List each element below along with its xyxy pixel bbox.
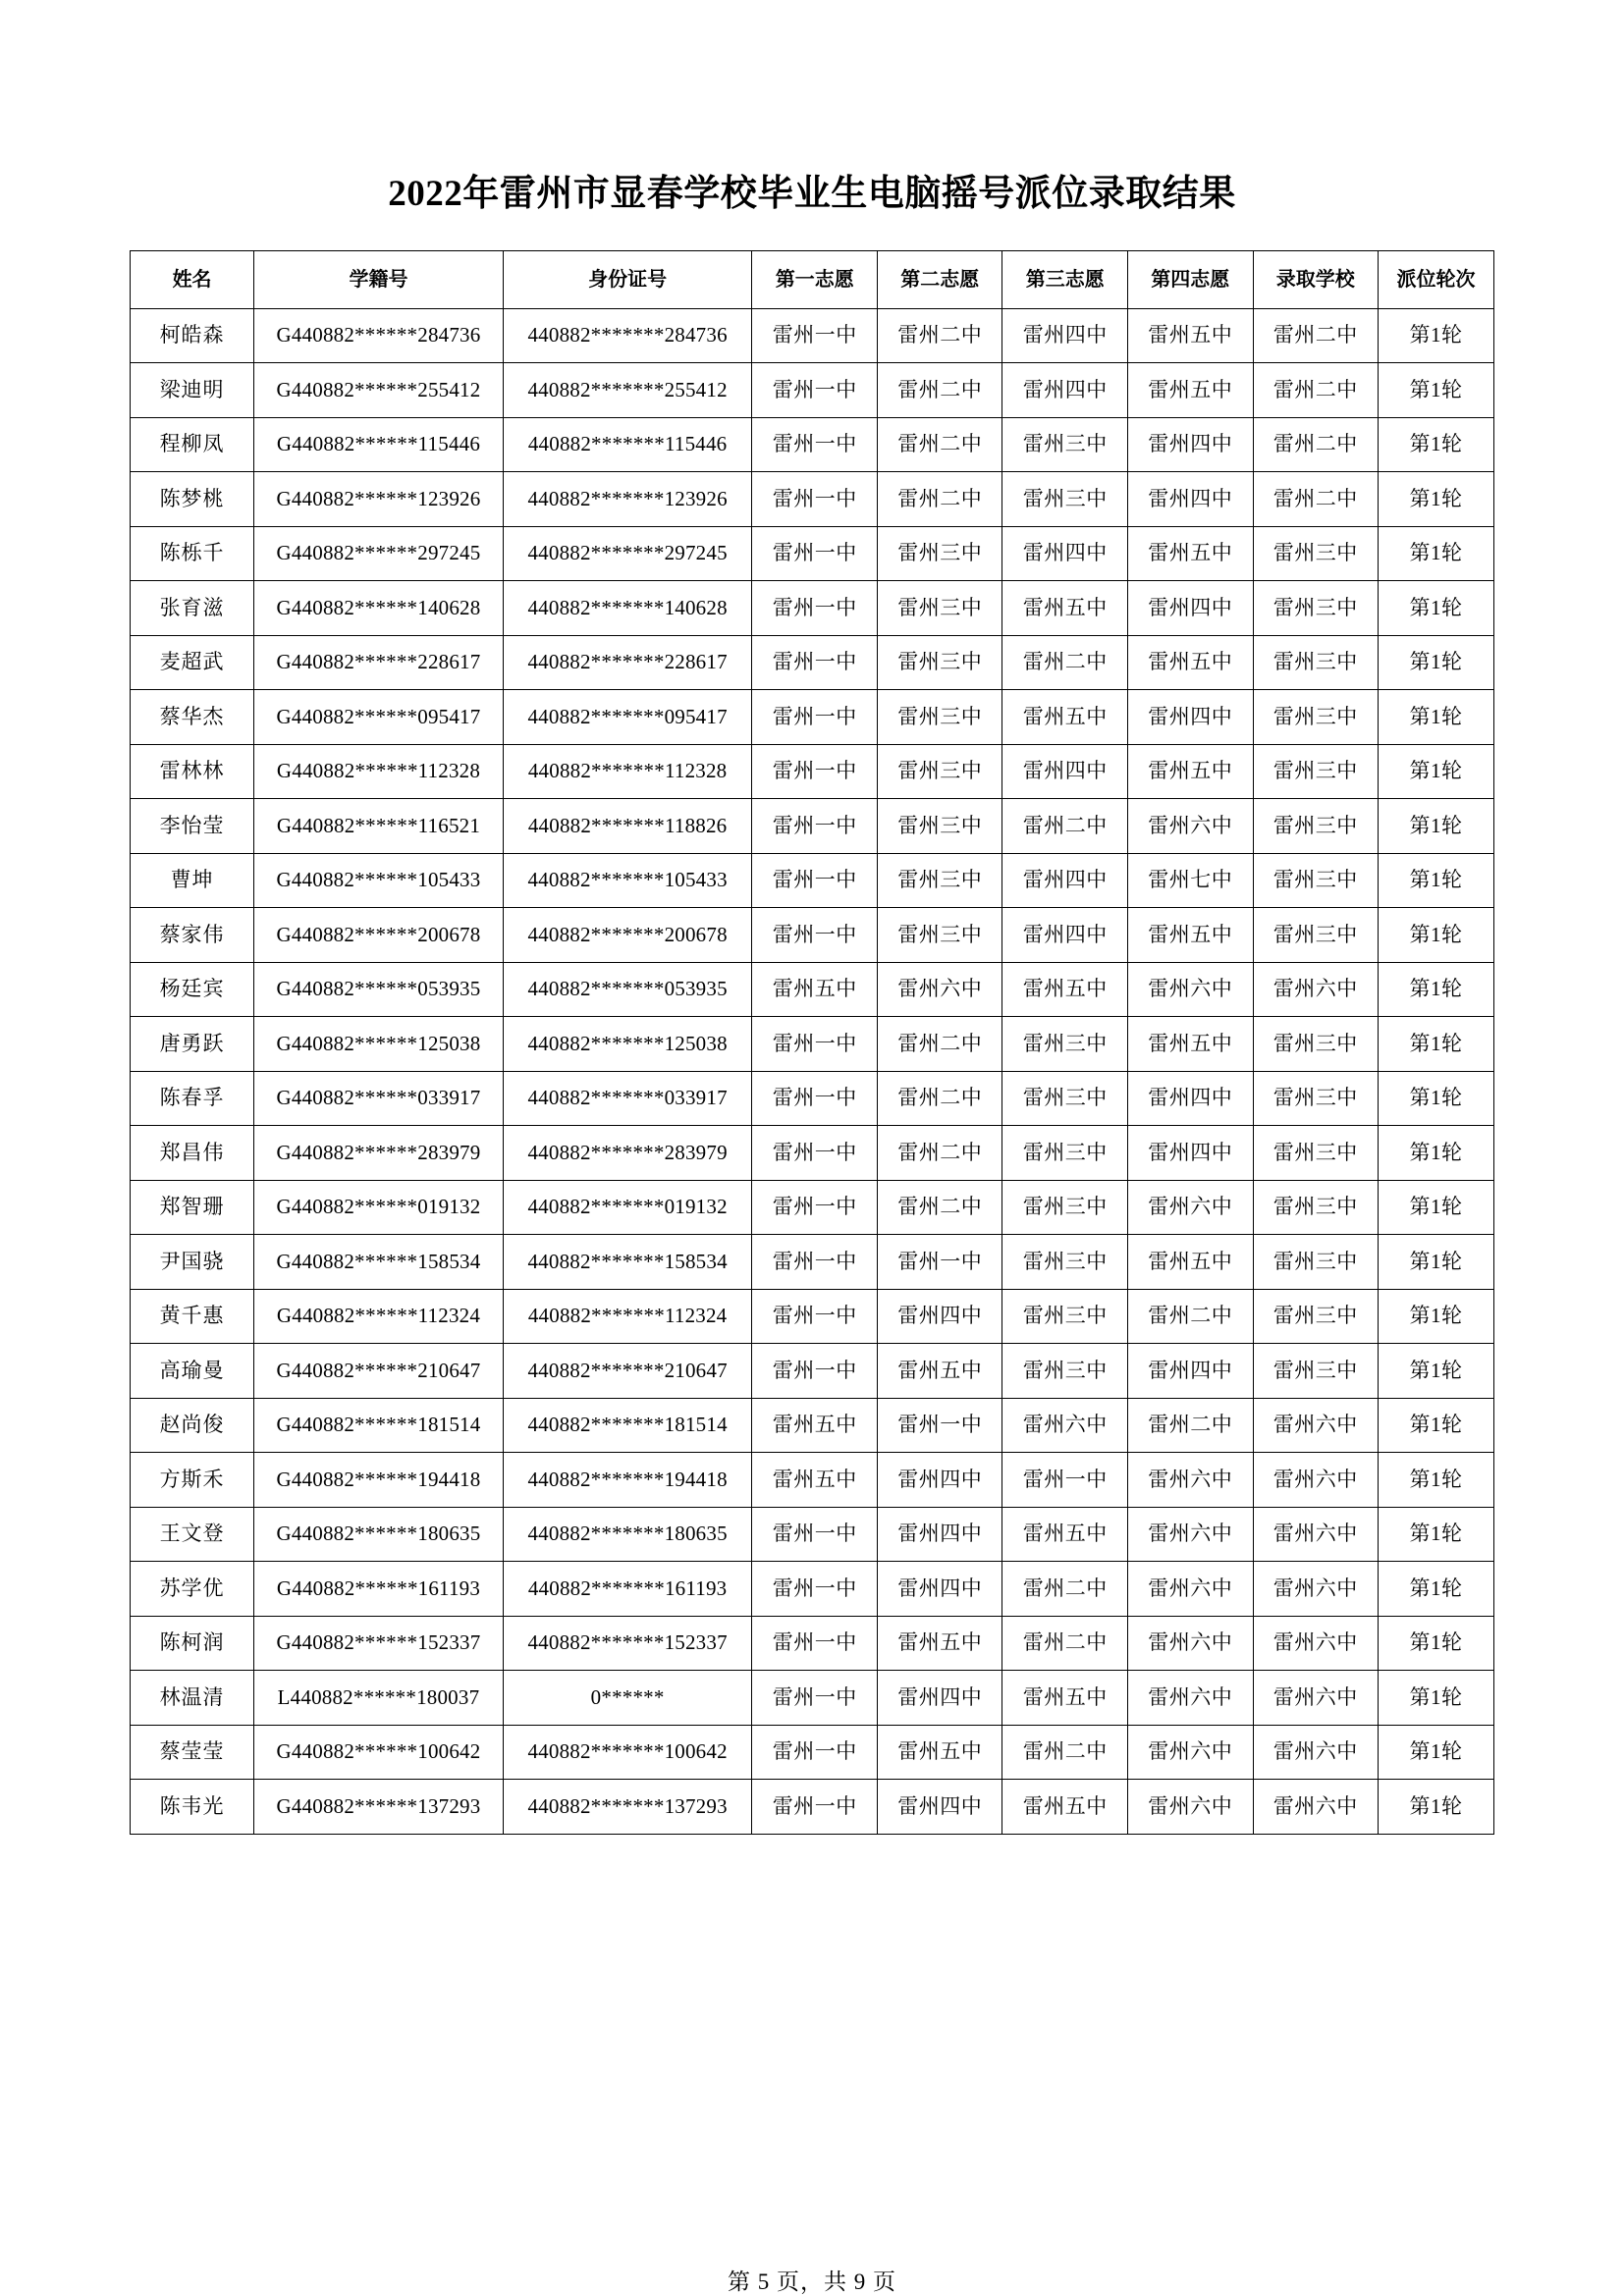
cell-admitted-school: 雷州三中: [1253, 908, 1379, 963]
cell-choice-2: 雷州二中: [877, 472, 1002, 527]
table-row: [131, 1180, 1494, 1235]
cell-allocation-round: 第1轮: [1379, 1398, 1494, 1453]
cell-id-number: 440882*******115446: [503, 417, 752, 472]
cell-choice-3: 雷州四中: [1002, 908, 1128, 963]
cell-choice-4: 雷州二中: [1128, 1289, 1254, 1344]
table-header: [131, 250, 1494, 308]
cell-name: 林温清: [131, 1671, 254, 1726]
column-header-id-number: 身份证号: [503, 250, 752, 308]
cell-admitted-school: 雷州六中: [1253, 1398, 1379, 1453]
cell-admitted-school: 雷州二中: [1253, 363, 1379, 418]
cell-admitted-school: 雷州三中: [1253, 744, 1379, 799]
cell-name: 蔡家伟: [131, 908, 254, 963]
cell-id-number: 440882*******095417: [503, 690, 752, 745]
cell-student-id: G440882******284736: [254, 308, 504, 363]
cell-choice-4: 雷州六中: [1128, 1780, 1254, 1835]
cell-admitted-school: 雷州六中: [1253, 1725, 1379, 1780]
cell-id-number: 440882*******019132: [503, 1180, 752, 1235]
cell-id-number: 440882*******125038: [503, 1017, 752, 1072]
cell-allocation-round: 第1轮: [1379, 1616, 1494, 1671]
cell-name: 赵尚俊: [131, 1398, 254, 1453]
table-row: [131, 472, 1494, 527]
table-row: [131, 1071, 1494, 1126]
cell-choice-4: 雷州四中: [1128, 1344, 1254, 1399]
cell-student-id: G440882******255412: [254, 363, 504, 418]
cell-choice-4: 雷州四中: [1128, 472, 1254, 527]
cell-choice-4: 雷州六中: [1128, 1562, 1254, 1617]
cell-allocation-round: 第1轮: [1379, 962, 1494, 1017]
cell-choice-3: 雷州三中: [1002, 472, 1128, 527]
cell-allocation-round: 第1轮: [1379, 1453, 1494, 1508]
cell-id-number: 440882*******284736: [503, 308, 752, 363]
page-footer: [0, 2264, 1624, 2296]
cell-admitted-school: 雷州六中: [1253, 1671, 1379, 1726]
cell-choice-3: 雷州二中: [1002, 635, 1128, 690]
cell-choice-2: 雷州四中: [877, 1507, 1002, 1562]
cell-name: 蔡华杰: [131, 690, 254, 745]
cell-choice-1: 雷州一中: [752, 635, 878, 690]
cell-choice-2: 雷州四中: [877, 1780, 1002, 1835]
cell-choice-2: 雷州三中: [877, 744, 1002, 799]
cell-student-id: G440882******033917: [254, 1071, 504, 1126]
cell-choice-1: 雷州一中: [752, 1616, 878, 1671]
cell-name: 郑昌伟: [131, 1126, 254, 1181]
cell-choice-3: 雷州三中: [1002, 1126, 1128, 1181]
cell-name: 陈韦光: [131, 1780, 254, 1835]
cell-choice-3: 雷州四中: [1002, 526, 1128, 581]
column-header-choice-4: 第四志愿: [1128, 250, 1254, 308]
cell-name: 郑智珊: [131, 1180, 254, 1235]
cell-allocation-round: 第1轮: [1379, 1344, 1494, 1399]
cell-choice-2: 雷州二中: [877, 1017, 1002, 1072]
table-row: [131, 363, 1494, 418]
cell-choice-2: 雷州二中: [877, 308, 1002, 363]
cell-choice-3: 雷州四中: [1002, 308, 1128, 363]
cell-choice-2: 雷州二中: [877, 1071, 1002, 1126]
cell-choice-2: 雷州三中: [877, 799, 1002, 854]
table-row: [131, 1235, 1494, 1290]
table-row: [131, 1289, 1494, 1344]
cell-choice-4: 雷州六中: [1128, 1671, 1254, 1726]
cell-name: 陈春孚: [131, 1071, 254, 1126]
cell-admitted-school: 雷州三中: [1253, 635, 1379, 690]
cell-choice-4: 雷州四中: [1128, 1071, 1254, 1126]
cell-choice-1: 雷州一中: [752, 1017, 878, 1072]
cell-name: 张育滋: [131, 581, 254, 636]
cell-choice-1: 雷州一中: [752, 1235, 878, 1290]
cell-choice-2: 雷州一中: [877, 1235, 1002, 1290]
cell-student-id: G440882******095417: [254, 690, 504, 745]
cell-choice-4: 雷州五中: [1128, 635, 1254, 690]
cell-choice-1: 雷州一中: [752, 744, 878, 799]
table-row: [131, 417, 1494, 472]
cell-choice-4: 雷州五中: [1128, 1235, 1254, 1290]
cell-name: 蔡莹莹: [131, 1725, 254, 1780]
cell-allocation-round: 第1轮: [1379, 581, 1494, 636]
cell-name: 陈柯润: [131, 1616, 254, 1671]
cell-student-id: G440882******112328: [254, 744, 504, 799]
cell-admitted-school: 雷州三中: [1253, 581, 1379, 636]
cell-choice-2: 雷州五中: [877, 1725, 1002, 1780]
cell-admitted-school: 雷州三中: [1253, 1126, 1379, 1181]
cell-name: 李怡莹: [131, 799, 254, 854]
column-header-admitted-school: 录取学校: [1253, 250, 1379, 308]
cell-choice-2: 雷州三中: [877, 581, 1002, 636]
cell-choice-4: 雷州五中: [1128, 908, 1254, 963]
table-row: [131, 526, 1494, 581]
cell-choice-4: 雷州六中: [1128, 799, 1254, 854]
cell-choice-4: 雷州四中: [1128, 1126, 1254, 1181]
cell-choice-2: 雷州三中: [877, 853, 1002, 908]
cell-choice-4: 雷州五中: [1128, 363, 1254, 418]
table-row: [131, 1344, 1494, 1399]
cell-choice-3: 雷州四中: [1002, 363, 1128, 418]
cell-choice-1: 雷州一中: [752, 908, 878, 963]
cell-id-number: 440882*******200678: [503, 908, 752, 963]
table-body: [131, 308, 1494, 1834]
cell-choice-1: 雷州一中: [752, 581, 878, 636]
cell-id-number: 440882*******053935: [503, 962, 752, 1017]
cell-id-number: 440882*******123926: [503, 472, 752, 527]
cell-student-id: G440882******105433: [254, 853, 504, 908]
cell-choice-1: 雷州一中: [752, 799, 878, 854]
cell-choice-1: 雷州一中: [752, 363, 878, 418]
cell-admitted-school: 雷州二中: [1253, 417, 1379, 472]
cell-choice-2: 雷州三中: [877, 635, 1002, 690]
table-row: [131, 308, 1494, 363]
cell-id-number: 440882*******283979: [503, 1126, 752, 1181]
cell-admitted-school: 雷州三中: [1253, 1071, 1379, 1126]
column-header-choice-1: 第一志愿: [752, 250, 878, 308]
cell-allocation-round: 第1轮: [1379, 1235, 1494, 1290]
cell-choice-3: 雷州二中: [1002, 1616, 1128, 1671]
cell-choice-4: 雷州七中: [1128, 853, 1254, 908]
cell-name: 陈梦桃: [131, 472, 254, 527]
cell-allocation-round: 第1轮: [1379, 635, 1494, 690]
table-row: [131, 1562, 1494, 1617]
cell-choice-3: 雷州四中: [1002, 744, 1128, 799]
cell-id-number: 440882*******228617: [503, 635, 752, 690]
cell-choice-1: 雷州五中: [752, 962, 878, 1017]
cell-choice-4: 雷州六中: [1128, 1725, 1254, 1780]
cell-allocation-round: 第1轮: [1379, 1017, 1494, 1072]
lottery-results-table: [130, 250, 1494, 1835]
cell-name: 尹国骁: [131, 1235, 254, 1290]
cell-id-number: 0******: [503, 1671, 752, 1726]
cell-choice-1: 雷州一中: [752, 1562, 878, 1617]
cell-allocation-round: 第1轮: [1379, 308, 1494, 363]
column-header-choice-3: 第三志愿: [1002, 250, 1128, 308]
cell-allocation-round: 第1轮: [1379, 853, 1494, 908]
cell-choice-1: 雷州一中: [752, 1289, 878, 1344]
cell-choice-4: 雷州四中: [1128, 417, 1254, 472]
cell-choice-3: 雷州三中: [1002, 1071, 1128, 1126]
table-row: [131, 1616, 1494, 1671]
cell-allocation-round: 第1轮: [1379, 1725, 1494, 1780]
table-row: [131, 799, 1494, 854]
cell-choice-1: 雷州一中: [752, 472, 878, 527]
cell-student-id: G440882******112324: [254, 1289, 504, 1344]
cell-choice-4: 雷州六中: [1128, 1507, 1254, 1562]
cell-name: 梁迪明: [131, 363, 254, 418]
cell-id-number: 440882*******118826: [503, 799, 752, 854]
cell-choice-1: 雷州五中: [752, 1453, 878, 1508]
cell-allocation-round: 第1轮: [1379, 1671, 1494, 1726]
cell-choice-2: 雷州六中: [877, 962, 1002, 1017]
cell-name: 曹坤: [131, 853, 254, 908]
cell-student-id: G440882******019132: [254, 1180, 504, 1235]
column-header-allocation-round: 派位轮次: [1379, 250, 1494, 308]
cell-choice-1: 雷州一中: [752, 1071, 878, 1126]
table-row: [131, 1725, 1494, 1780]
cell-name: 陈栎千: [131, 526, 254, 581]
cell-admitted-school: 雷州六中: [1253, 962, 1379, 1017]
cell-choice-1: 雷州一中: [752, 417, 878, 472]
cell-student-id: G440882******125038: [254, 1017, 504, 1072]
cell-choice-4: 雷州五中: [1128, 526, 1254, 581]
page-number: 第 5 页，共 9 页: [728, 2269, 896, 2294]
cell-admitted-school: 雷州六中: [1253, 1780, 1379, 1835]
cell-choice-2: 雷州五中: [877, 1616, 1002, 1671]
cell-choice-4: 雷州五中: [1128, 1017, 1254, 1072]
cell-student-id: G440882******228617: [254, 635, 504, 690]
cell-student-id: G440882******053935: [254, 962, 504, 1017]
cell-student-id: G440882******115446: [254, 417, 504, 472]
cell-allocation-round: 第1轮: [1379, 690, 1494, 745]
cell-choice-4: 雷州五中: [1128, 744, 1254, 799]
cell-choice-1: 雷州一中: [752, 1507, 878, 1562]
cell-admitted-school: 雷州三中: [1253, 799, 1379, 854]
cell-choice-4: 雷州六中: [1128, 962, 1254, 1017]
table-row: [131, 581, 1494, 636]
table-row: [131, 744, 1494, 799]
cell-choice-4: 雷州四中: [1128, 690, 1254, 745]
cell-admitted-school: 雷州六中: [1253, 1562, 1379, 1617]
cell-choice-3: 雷州五中: [1002, 1507, 1128, 1562]
table-row: [131, 908, 1494, 963]
cell-admitted-school: 雷州三中: [1253, 1017, 1379, 1072]
cell-allocation-round: 第1轮: [1379, 1126, 1494, 1181]
cell-student-id: G440882******152337: [254, 1616, 504, 1671]
cell-allocation-round: 第1轮: [1379, 363, 1494, 418]
cell-allocation-round: 第1轮: [1379, 1507, 1494, 1562]
cell-student-id: G440882******161193: [254, 1562, 504, 1617]
cell-choice-1: 雷州一中: [752, 1126, 878, 1181]
cell-choice-1: 雷州一中: [752, 1344, 878, 1399]
cell-student-id: G440882******123926: [254, 472, 504, 527]
cell-choice-1: 雷州一中: [752, 1780, 878, 1835]
column-header-student-id: 学籍号: [254, 250, 504, 308]
cell-allocation-round: 第1轮: [1379, 1071, 1494, 1126]
cell-id-number: 440882*******140628: [503, 581, 752, 636]
cell-choice-1: 雷州一中: [752, 1180, 878, 1235]
table-row: [131, 1780, 1494, 1835]
table-row: [131, 690, 1494, 745]
cell-name: 高瑜曼: [131, 1344, 254, 1399]
cell-choice-3: 雷州六中: [1002, 1398, 1128, 1453]
cell-admitted-school: 雷州三中: [1253, 526, 1379, 581]
cell-id-number: 440882*******033917: [503, 1071, 752, 1126]
cell-student-id: G440882******283979: [254, 1126, 504, 1181]
cell-allocation-round: 第1轮: [1379, 908, 1494, 963]
cell-choice-3: 雷州五中: [1002, 690, 1128, 745]
cell-choice-1: 雷州五中: [752, 1398, 878, 1453]
cell-student-id: G440882******194418: [254, 1453, 504, 1508]
cell-choice-2: 雷州四中: [877, 1562, 1002, 1617]
cell-id-number: 440882*******297245: [503, 526, 752, 581]
cell-admitted-school: 雷州三中: [1253, 1344, 1379, 1399]
cell-id-number: 440882*******137293: [503, 1780, 752, 1835]
cell-student-id: G440882******180635: [254, 1507, 504, 1562]
cell-choice-4: 雷州二中: [1128, 1398, 1254, 1453]
cell-choice-1: 雷州一中: [752, 853, 878, 908]
cell-name: 麦超武: [131, 635, 254, 690]
cell-name: 程柳凤: [131, 417, 254, 472]
cell-admitted-school: 雷州三中: [1253, 853, 1379, 908]
cell-allocation-round: 第1轮: [1379, 1780, 1494, 1835]
cell-admitted-school: 雷州二中: [1253, 472, 1379, 527]
cell-id-number: 440882*******180635: [503, 1507, 752, 1562]
cell-id-number: 440882*******112324: [503, 1289, 752, 1344]
cell-student-id: G440882******210647: [254, 1344, 504, 1399]
cell-admitted-school: 雷州六中: [1253, 1507, 1379, 1562]
table-row: [131, 962, 1494, 1017]
cell-choice-2: 雷州二中: [877, 1180, 1002, 1235]
cell-student-id: G440882******137293: [254, 1780, 504, 1835]
table-header-row: [131, 250, 1494, 308]
table-row: [131, 1671, 1494, 1726]
cell-choice-2: 雷州三中: [877, 690, 1002, 745]
cell-name: 唐勇跃: [131, 1017, 254, 1072]
cell-admitted-school: 雷州三中: [1253, 1180, 1379, 1235]
cell-choice-3: 雷州三中: [1002, 1344, 1128, 1399]
cell-choice-1: 雷州一中: [752, 1671, 878, 1726]
cell-name: 方斯禾: [131, 1453, 254, 1508]
cell-choice-1: 雷州一中: [752, 1725, 878, 1780]
cell-allocation-round: 第1轮: [1379, 744, 1494, 799]
cell-choice-3: 雷州五中: [1002, 962, 1128, 1017]
cell-student-id: G440882******200678: [254, 908, 504, 963]
cell-choice-3: 雷州二中: [1002, 1562, 1128, 1617]
cell-id-number: 440882*******100642: [503, 1725, 752, 1780]
table-row: [131, 1398, 1494, 1453]
cell-choice-2: 雷州二中: [877, 1126, 1002, 1181]
cell-admitted-school: 雷州三中: [1253, 1235, 1379, 1290]
table-row: [131, 635, 1494, 690]
cell-admitted-school: 雷州三中: [1253, 1289, 1379, 1344]
cell-allocation-round: 第1轮: [1379, 472, 1494, 527]
cell-id-number: 440882*******112328: [503, 744, 752, 799]
column-header-name: 姓名: [131, 250, 254, 308]
cell-name: 柯皓森: [131, 308, 254, 363]
cell-choice-3: 雷州三中: [1002, 1180, 1128, 1235]
cell-choice-2: 雷州三中: [877, 908, 1002, 963]
cell-admitted-school: 雷州三中: [1253, 690, 1379, 745]
cell-student-id: L440882******180037: [254, 1671, 504, 1726]
table-row: [131, 1507, 1494, 1562]
table-row: [131, 853, 1494, 908]
cell-student-id: G440882******158534: [254, 1235, 504, 1290]
cell-allocation-round: 第1轮: [1379, 1180, 1494, 1235]
cell-choice-3: 雷州四中: [1002, 853, 1128, 908]
cell-allocation-round: 第1轮: [1379, 417, 1494, 472]
cell-name: 王文登: [131, 1507, 254, 1562]
cell-id-number: 440882*******158534: [503, 1235, 752, 1290]
cell-allocation-round: 第1轮: [1379, 526, 1494, 581]
cell-choice-2: 雷州三中: [877, 526, 1002, 581]
cell-student-id: G440882******140628: [254, 581, 504, 636]
results-table-container: [130, 215, 1494, 1835]
cell-choice-4: 雷州五中: [1128, 308, 1254, 363]
cell-choice-3: 雷州三中: [1002, 1235, 1128, 1290]
cell-name: 黄千惠: [131, 1289, 254, 1344]
cell-choice-3: 雷州二中: [1002, 1725, 1128, 1780]
cell-choice-4: 雷州六中: [1128, 1180, 1254, 1235]
cell-choice-3: 雷州五中: [1002, 581, 1128, 636]
cell-id-number: 440882*******161193: [503, 1562, 752, 1617]
cell-choice-2: 雷州四中: [877, 1289, 1002, 1344]
cell-choice-3: 雷州三中: [1002, 417, 1128, 472]
cell-choice-2: 雷州四中: [877, 1671, 1002, 1726]
cell-id-number: 440882*******194418: [503, 1453, 752, 1508]
cell-admitted-school: 雷州六中: [1253, 1616, 1379, 1671]
table-row: [131, 1453, 1494, 1508]
cell-id-number: 440882*******152337: [503, 1616, 752, 1671]
cell-choice-4: 雷州四中: [1128, 581, 1254, 636]
cell-choice-3: 雷州三中: [1002, 1289, 1128, 1344]
cell-choice-4: 雷州六中: [1128, 1453, 1254, 1508]
cell-choice-2: 雷州二中: [877, 363, 1002, 418]
cell-choice-2: 雷州四中: [877, 1453, 1002, 1508]
cell-choice-1: 雷州一中: [752, 308, 878, 363]
cell-student-id: G440882******297245: [254, 526, 504, 581]
cell-allocation-round: 第1轮: [1379, 1289, 1494, 1344]
page-title: 2022年雷州市显春学校毕业生电脑摇号派位录取结果: [388, 174, 1236, 214]
cell-allocation-round: 第1轮: [1379, 1562, 1494, 1617]
cell-choice-2: 雷州五中: [877, 1344, 1002, 1399]
column-header-choice-2: 第二志愿: [877, 250, 1002, 308]
cell-id-number: 440882*******181514: [503, 1398, 752, 1453]
cell-choice-3: 雷州五中: [1002, 1780, 1128, 1835]
cell-choice-1: 雷州一中: [752, 690, 878, 745]
cell-choice-2: 雷州一中: [877, 1398, 1002, 1453]
cell-choice-3: 雷州三中: [1002, 1017, 1128, 1072]
cell-admitted-school: 雷州二中: [1253, 308, 1379, 363]
cell-student-id: G440882******116521: [254, 799, 504, 854]
cell-student-id: G440882******181514: [254, 1398, 504, 1453]
cell-name: 苏学优: [131, 1562, 254, 1617]
cell-choice-4: 雷州六中: [1128, 1616, 1254, 1671]
cell-name: 雷林林: [131, 744, 254, 799]
table-row: [131, 1017, 1494, 1072]
cell-choice-2: 雷州二中: [877, 417, 1002, 472]
cell-choice-3: 雷州五中: [1002, 1671, 1128, 1726]
table-row: [131, 1126, 1494, 1181]
cell-id-number: 440882*******255412: [503, 363, 752, 418]
cell-admitted-school: 雷州六中: [1253, 1453, 1379, 1508]
cell-choice-1: 雷州一中: [752, 526, 878, 581]
cell-choice-3: 雷州二中: [1002, 799, 1128, 854]
cell-name: 杨廷宾: [131, 962, 254, 1017]
cell-allocation-round: 第1轮: [1379, 799, 1494, 854]
cell-choice-3: 雷州一中: [1002, 1453, 1128, 1508]
cell-id-number: 440882*******105433: [503, 853, 752, 908]
cell-student-id: G440882******100642: [254, 1725, 504, 1780]
cell-id-number: 440882*******210647: [503, 1344, 752, 1399]
